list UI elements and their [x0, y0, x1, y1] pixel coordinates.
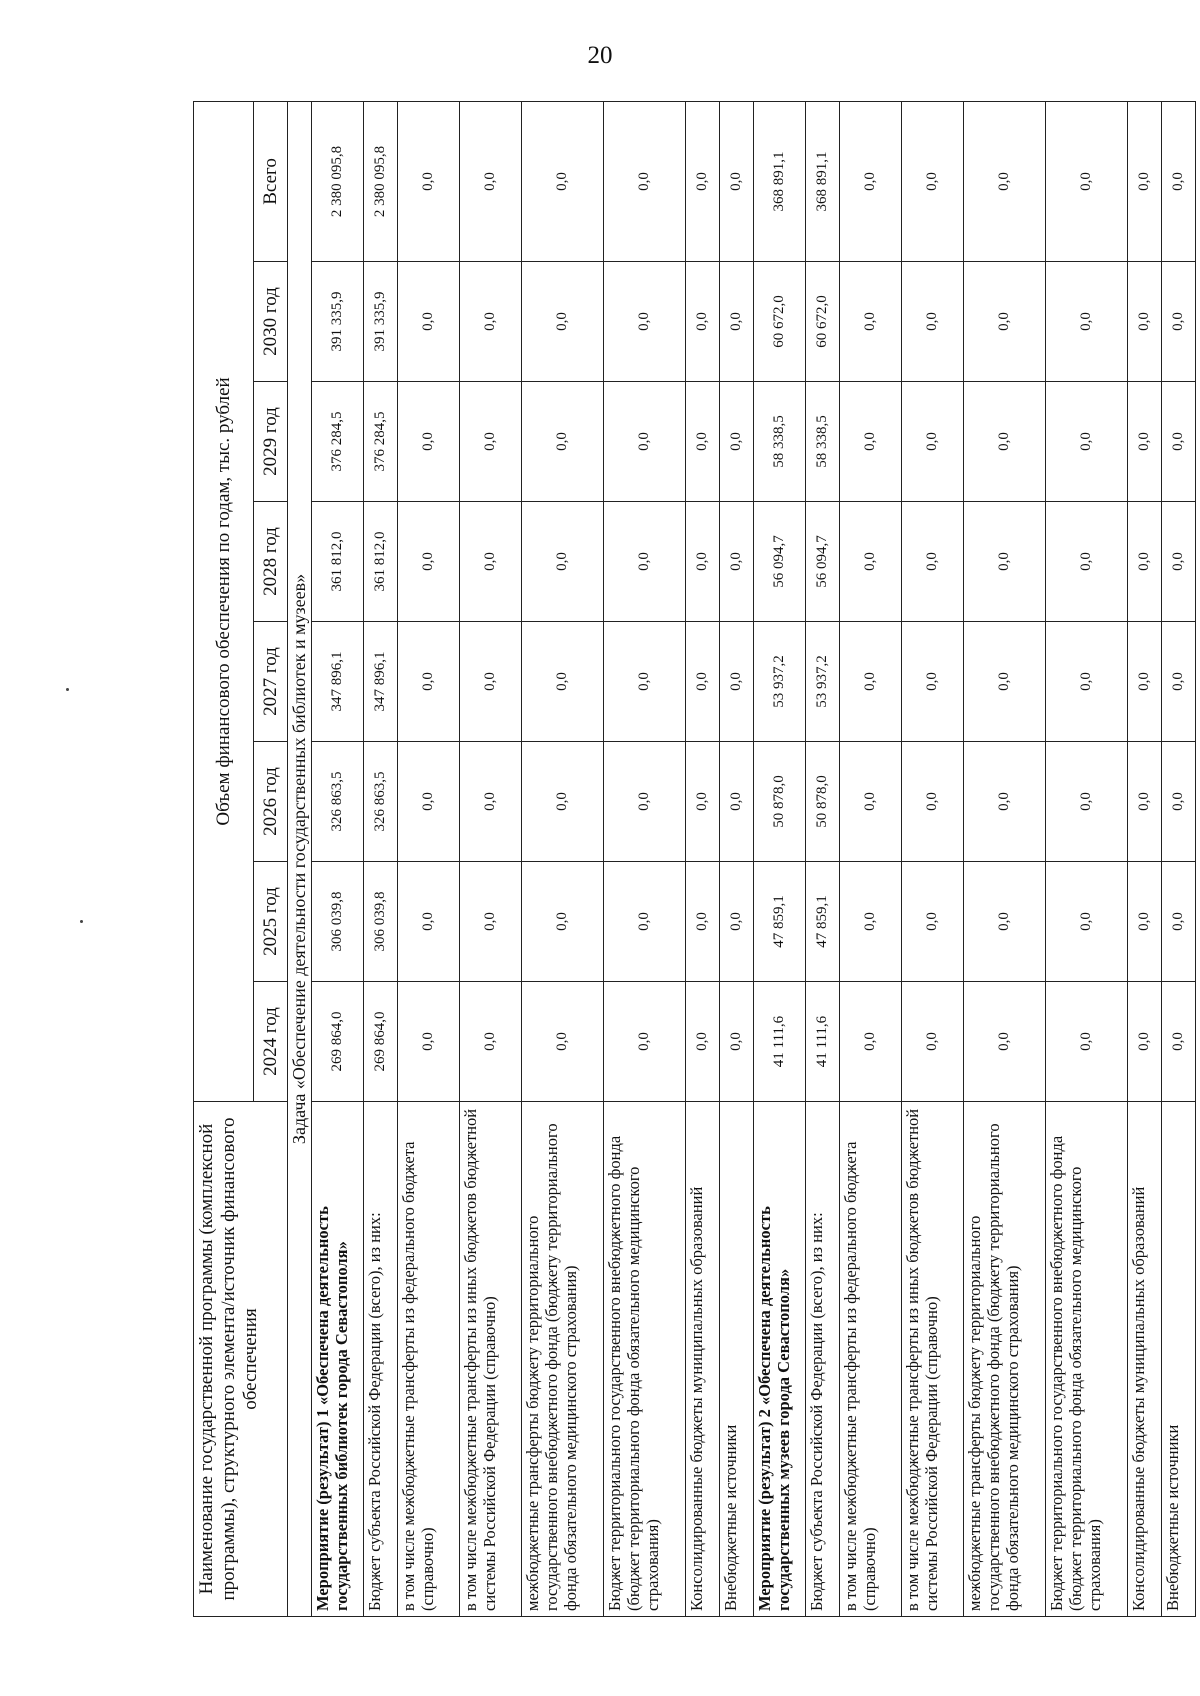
row-value: 376 284,5	[363, 382, 397, 502]
row-value: 347 896,1	[363, 622, 397, 742]
row-value: 0,0	[1045, 262, 1127, 382]
row-value: 53 937,2	[753, 622, 805, 742]
row-value: 326 863,5	[311, 742, 363, 862]
row-value: 0,0	[963, 622, 1045, 742]
row-value: 0,0	[1161, 262, 1195, 382]
row-value: 391 335,9	[311, 262, 363, 382]
row-value: 0,0	[719, 262, 753, 382]
header-year-7: Всего	[254, 101, 288, 261]
row-value: 0,0	[719, 502, 753, 622]
row-name: Бюджет территориального государственного внебюджетного фонда (бюджет территориального фонда обязательного медицинского страхования)	[1045, 1102, 1127, 1617]
row-value: 376 284,5	[311, 382, 363, 502]
row-name: межбюджетные трансферты бюджету территориального государственного внебюджетного фонда (бюджету территориального фонда обязательного медицинского страхования)	[521, 1102, 603, 1617]
table-row	[839, 101, 901, 1616]
row-value: 60 672,0	[805, 262, 839, 382]
row-value: 0,0	[397, 982, 459, 1102]
row-value: 0,0	[839, 502, 901, 622]
row-value: 0,0	[603, 262, 685, 382]
row-value: 58 338,5	[753, 382, 805, 502]
row-name: в том числе межбюджетные трансферты из иных бюджетов бюджетной системы Российской Федерации (справочно)	[901, 1102, 963, 1617]
row-value: 0,0	[685, 622, 719, 742]
row-value: 0,0	[901, 382, 963, 502]
row-value: 0,0	[1127, 742, 1161, 862]
row-value: 0,0	[1045, 982, 1127, 1102]
row-value: 347 896,1	[311, 622, 363, 742]
row-value: 0,0	[719, 382, 753, 502]
financing-table	[193, 101, 1196, 1617]
row-value: 0,0	[1127, 101, 1161, 261]
row-value: 0,0	[1161, 101, 1195, 261]
row-value: 269 864,0	[311, 982, 363, 1102]
header-year-4: 2028 год	[254, 502, 288, 622]
row-value: 0,0	[603, 742, 685, 862]
row-value: 0,0	[397, 382, 459, 502]
row-value: 0,0	[459, 262, 521, 382]
table-row	[805, 101, 839, 1616]
row-value: 0,0	[685, 982, 719, 1102]
row-value: 0,0	[521, 862, 603, 982]
row-value: 0,0	[839, 101, 901, 261]
row-value: 0,0	[459, 742, 521, 862]
row-name: Бюджет субъекта Российской Федерации (всего), из них:	[805, 1102, 839, 1617]
row-name: Бюджет территориального государственного внебюджетного фонда (бюджет территориального фонда обязательного медицинского страхования)	[603, 1102, 685, 1617]
row-value: 0,0	[685, 742, 719, 862]
table-row	[901, 101, 963, 1616]
row-value: 0,0	[459, 502, 521, 622]
table-row	[521, 101, 603, 1616]
row-value: 41 111,6	[805, 982, 839, 1102]
row-value: 0,0	[603, 382, 685, 502]
row-value: 0,0	[1127, 262, 1161, 382]
row-name: в том числе межбюджетные трансферты из федерального бюджета (справочно)	[839, 1102, 901, 1617]
table-row	[963, 101, 1045, 1616]
table-row	[719, 101, 753, 1616]
row-value: 0,0	[1161, 862, 1195, 982]
table-row	[363, 101, 397, 1616]
row-value: 0,0	[459, 862, 521, 982]
row-value: 0,0	[521, 982, 603, 1102]
row-value: 0,0	[719, 101, 753, 261]
page-number: 20	[587, 42, 613, 69]
row-value: 0,0	[685, 502, 719, 622]
row-value: 0,0	[521, 622, 603, 742]
row-name: межбюджетные трансферты бюджету территориального государственного внебюджетного фонда (бюджету территориального фонда обязательного медицинского страхования)	[963, 1102, 1045, 1617]
row-value: 0,0	[901, 742, 963, 862]
row-value: 0,0	[459, 622, 521, 742]
row-value: 0,0	[719, 862, 753, 982]
header-year-2: 2026 год	[254, 742, 288, 862]
row-value: 0,0	[963, 262, 1045, 382]
table-row	[753, 101, 805, 1616]
row-value: 0,0	[719, 742, 753, 862]
header-name: Наименование государственной программы (комплексной программы), структурного элемента/источник финансового обеспечения	[194, 1102, 288, 1617]
row-value: 47 859,1	[753, 862, 805, 982]
row-name: Консолидированные бюджеты муниципальных образований	[1127, 1102, 1161, 1617]
row-value: 0,0	[459, 382, 521, 502]
row-value: 0,0	[397, 742, 459, 862]
row-value: 0,0	[397, 622, 459, 742]
row-value: 0,0	[1045, 742, 1127, 862]
row-value: 0,0	[839, 982, 901, 1102]
row-value: 368 891,1	[805, 101, 839, 261]
row-value: 0,0	[1127, 502, 1161, 622]
header-year-1: 2025 год	[254, 862, 288, 982]
header-year-0: 2024 год	[254, 982, 288, 1102]
row-value: 368 891,1	[753, 101, 805, 261]
row-value: 50 878,0	[805, 742, 839, 862]
table-row	[1161, 101, 1195, 1616]
row-value: 0,0	[1045, 101, 1127, 261]
row-value: 0,0	[1161, 622, 1195, 742]
row-value: 0,0	[839, 742, 901, 862]
row-value: 0,0	[685, 262, 719, 382]
scan-speck	[80, 920, 83, 923]
table-body	[288, 101, 1196, 1616]
header-year-6: 2030 год	[254, 262, 288, 382]
row-value: 0,0	[1045, 622, 1127, 742]
row-value: 0,0	[1127, 622, 1161, 742]
row-value: 0,0	[963, 982, 1045, 1102]
header-volume: Объем финансового обеспечения по годам, тыс. рублей	[194, 101, 254, 1101]
row-value: 50 878,0	[753, 742, 805, 862]
row-value: 0,0	[685, 862, 719, 982]
row-value: 0,0	[963, 101, 1045, 261]
row-value: 41 111,6	[753, 982, 805, 1102]
row-value: 0,0	[839, 622, 901, 742]
row-value: 0,0	[603, 862, 685, 982]
row-name: Внебюджетные источники	[1161, 1102, 1195, 1617]
row-value: 0,0	[1161, 742, 1195, 862]
table-row	[397, 101, 459, 1616]
row-value: 0,0	[839, 862, 901, 982]
task-row: Задача «Обеспечение деятельности государственных библиотек и музеев»	[288, 101, 312, 1616]
row-value: 0,0	[719, 982, 753, 1102]
row-value: 0,0	[963, 862, 1045, 982]
row-value: 0,0	[603, 982, 685, 1102]
row-value: 0,0	[901, 862, 963, 982]
row-value: 0,0	[901, 982, 963, 1102]
row-value: 0,0	[397, 502, 459, 622]
row-value: 0,0	[901, 502, 963, 622]
table-row	[685, 101, 719, 1616]
table-row	[311, 101, 363, 1616]
row-value: 361 812,0	[311, 502, 363, 622]
row-value: 0,0	[963, 742, 1045, 862]
row-value: 0,0	[521, 101, 603, 261]
row-value: 0,0	[521, 502, 603, 622]
row-value: 0,0	[603, 502, 685, 622]
row-value: 306 039,8	[363, 862, 397, 982]
row-value: 47 859,1	[805, 862, 839, 982]
row-value: 0,0	[397, 101, 459, 261]
row-value: 306 039,8	[311, 862, 363, 982]
row-value: 0,0	[963, 382, 1045, 502]
row-value: 0,0	[901, 622, 963, 742]
row-value: 0,0	[839, 382, 901, 502]
row-value: 56 094,7	[753, 502, 805, 622]
scan-speck	[66, 688, 69, 691]
row-name: Мероприятие (результат) 1 «Обеспечена деятельность государственных библиотек города Севастополя»	[311, 1102, 363, 1617]
table-row	[1045, 101, 1127, 1616]
row-value: 0,0	[1161, 982, 1195, 1102]
row-value: 0,0	[521, 262, 603, 382]
row-name: Мероприятие (результат) 2 «Обеспечена деятельность государственных музеев города Севастополя»	[753, 1102, 805, 1617]
row-value: 0,0	[839, 262, 901, 382]
row-value: 0,0	[901, 101, 963, 261]
row-value: 2 380 095,8	[363, 101, 397, 261]
row-name: в том числе межбюджетные трансферты из иных бюджетов бюджетной системы Российской Федерации (справочно)	[459, 1102, 521, 1617]
row-value: 0,0	[1161, 382, 1195, 502]
row-value: 56 094,7	[805, 502, 839, 622]
row-value: 361 812,0	[363, 502, 397, 622]
table-row	[459, 101, 521, 1616]
row-value: 0,0	[397, 262, 459, 382]
row-value: 0,0	[685, 382, 719, 502]
row-value: 0,0	[397, 862, 459, 982]
row-value: 391 335,9	[363, 262, 397, 382]
table-row	[603, 101, 685, 1616]
row-name: Консолидированные бюджеты муниципальных образований	[685, 1102, 719, 1617]
row-value: 58 338,5	[805, 382, 839, 502]
table-row	[1127, 101, 1161, 1616]
row-value: 0,0	[1127, 862, 1161, 982]
row-value: 326 863,5	[363, 742, 397, 862]
header-year-3: 2027 год	[254, 622, 288, 742]
row-value: 0,0	[459, 101, 521, 261]
row-value: 0,0	[1045, 382, 1127, 502]
rotated-table-wrapper	[193, 102, 1186, 1617]
row-value: 0,0	[901, 262, 963, 382]
row-value: 0,0	[1127, 982, 1161, 1102]
row-value: 269 864,0	[363, 982, 397, 1102]
row-value: 53 937,2	[805, 622, 839, 742]
row-name: Бюджет субъекта Российской Федерации (всего), из них:	[363, 1102, 397, 1617]
row-value: 0,0	[603, 622, 685, 742]
row-value: 0,0	[719, 622, 753, 742]
row-value: 0,0	[1045, 862, 1127, 982]
row-value: 0,0	[459, 982, 521, 1102]
row-value: 0,0	[1161, 502, 1195, 622]
row-value: 0,0	[521, 742, 603, 862]
row-name: Внебюджетные источники	[719, 1102, 753, 1617]
row-value: 0,0	[685, 101, 719, 261]
row-value: 0,0	[521, 382, 603, 502]
header-year-5: 2029 год	[254, 382, 288, 502]
row-value: 0,0	[603, 101, 685, 261]
row-name: в том числе межбюджетные трансферты из федерального бюджета (справочно)	[397, 1102, 459, 1617]
row-value: 60 672,0	[753, 262, 805, 382]
row-value: 0,0	[1127, 382, 1161, 502]
row-value: 2 380 095,8	[311, 101, 363, 261]
row-value: 0,0	[963, 502, 1045, 622]
row-value: 0,0	[1045, 502, 1127, 622]
